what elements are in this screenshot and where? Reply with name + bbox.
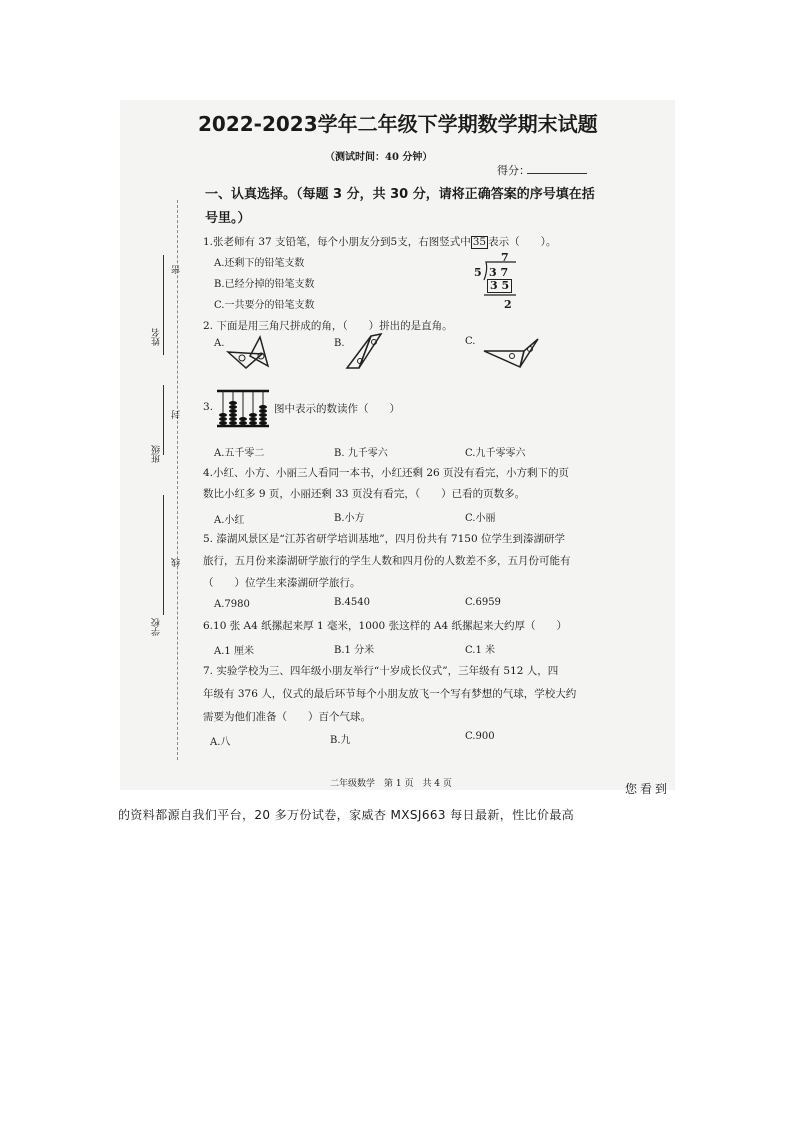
product: 3 5 <box>487 279 512 293</box>
triangle-set-a-icon <box>226 336 276 371</box>
seal-mark: 密 <box>172 265 182 274</box>
question-1-text: 1.张老师有 37 支铅笔，每个小朋友分到5支，右图竖式中 <box>203 236 471 248</box>
option-a: A. <box>214 338 225 349</box>
option-c: C.900 <box>465 731 495 742</box>
option-a: A.还剩下的铅笔支数 <box>214 258 305 269</box>
triangle-set-c-icon <box>482 337 542 371</box>
option-b: B.小方 <box>334 513 365 524</box>
boxed-number: 35 <box>472 236 487 248</box>
page-footer: 二年级数学 第 1 页 共 4 页 <box>330 779 452 789</box>
watermark-line-2: 的资料都源自我们平台，20 多万份试卷，家威杏 MXSJ663 每日最新，性比价最高 <box>118 808 575 822</box>
binding-line-top <box>163 255 164 355</box>
binding-line-mid <box>163 385 164 455</box>
question-5-cont: （ ）位学生来溱湖研学旅行。 <box>203 577 361 589</box>
name-label: 姓名 <box>152 328 162 346</box>
score-blank <box>527 173 587 174</box>
question-7-cont: 需要为他们准备（ ）百个气球。 <box>203 711 371 723</box>
seal-mark: 线 <box>172 558 182 567</box>
question-7: 7. 实验学校为三、四年级小朋友举行“十岁成长仪式”，三年级有 512 人，四 <box>203 665 559 677</box>
option-a: A.1 厘米 <box>214 646 254 657</box>
quotient: 7 <box>501 251 509 264</box>
question-5-cont: 旅行，五月份来溱湖研学旅行的学生人数和四月份的人数差不多，五月份可能有 <box>203 555 571 567</box>
option-c: C.九千零零六 <box>465 448 526 459</box>
option-c: C.一共要分的铅笔支数 <box>214 300 315 311</box>
option-a: A.五千零二 <box>214 448 265 459</box>
division-bracket <box>480 260 540 300</box>
exam-duration: （测试时间：40 分钟） <box>325 152 433 163</box>
question-3: 图中表示的数读作（ ） <box>274 403 400 415</box>
question-4: 4.小红、小方、小丽三人看同一本书，小红还剩 26 页没有看完，小方剩下的页 <box>203 467 570 479</box>
option-a: A.小红 <box>214 515 245 526</box>
option-b: B.已经分掉的铅笔支数 <box>214 279 315 290</box>
question-3-number: 3. <box>203 401 214 413</box>
option-c: C. <box>465 336 476 347</box>
question-7-cont: 年级有 376 人，仪式的最后环节每个小朋友放飞一个写有梦想的气球，学校大约 <box>203 688 577 700</box>
option-c: C.1 米 <box>465 645 496 656</box>
binding-line-bottom <box>163 495 164 615</box>
question-5: 5. 溱湖风景区是“江苏省研学培训基地”，四月份共有 7150 位学生到溱湖研学 <box>203 533 565 545</box>
question-1-text-end: 表示（ ）。 <box>488 236 557 248</box>
triangle-set-b-icon <box>345 332 385 370</box>
score-label: 得分： <box>497 164 530 177</box>
exam-title: 2022-2023学年二年级下学期数学期末试题 <box>198 112 598 136</box>
question-4-cont: 数比小红多 9 页，小丽还剩 33 页没有看完，（ ）已看的页数多。 <box>203 488 526 500</box>
option-c: C.6959 <box>465 597 501 608</box>
seal-mark: 封 <box>172 410 182 419</box>
section-heading: 一、认真选择。（每题 3 分，共 30 分，请将正确答案的序号填在括 <box>205 187 595 202</box>
option-b: B.九 <box>330 735 351 746</box>
option-b: B.4540 <box>334 597 370 608</box>
dividend: 3 7 <box>489 266 509 279</box>
option-b: B. 九千零六 <box>334 448 388 459</box>
watermark-line-1: 您看到 <box>625 782 671 796</box>
school-label: 学校 <box>152 618 162 636</box>
question-1 <box>203 234 556 249</box>
option-a: A.7980 <box>214 599 250 610</box>
option-b: B. <box>334 338 345 349</box>
section-heading-cont: 号里。） <box>205 211 251 226</box>
option-b: B.1 分米 <box>334 645 375 656</box>
divisor: 5 <box>474 266 482 279</box>
remainder: 2 <box>504 298 512 311</box>
question-2: 2. 下面是用三角尺拼成的角，（ ）拼出的是直角。 <box>203 320 453 332</box>
question-6: 6.10 张 A4 纸摞起来厚 1 毫米，1000 张这样的 A4 纸摞起来大约厚（ ） <box>203 620 568 632</box>
class-label: 班级 <box>152 445 162 463</box>
abacus-icon <box>217 389 271 429</box>
fold-line <box>177 200 178 760</box>
option-c: C.小丽 <box>465 513 496 524</box>
option-a: A.八 <box>210 737 231 748</box>
